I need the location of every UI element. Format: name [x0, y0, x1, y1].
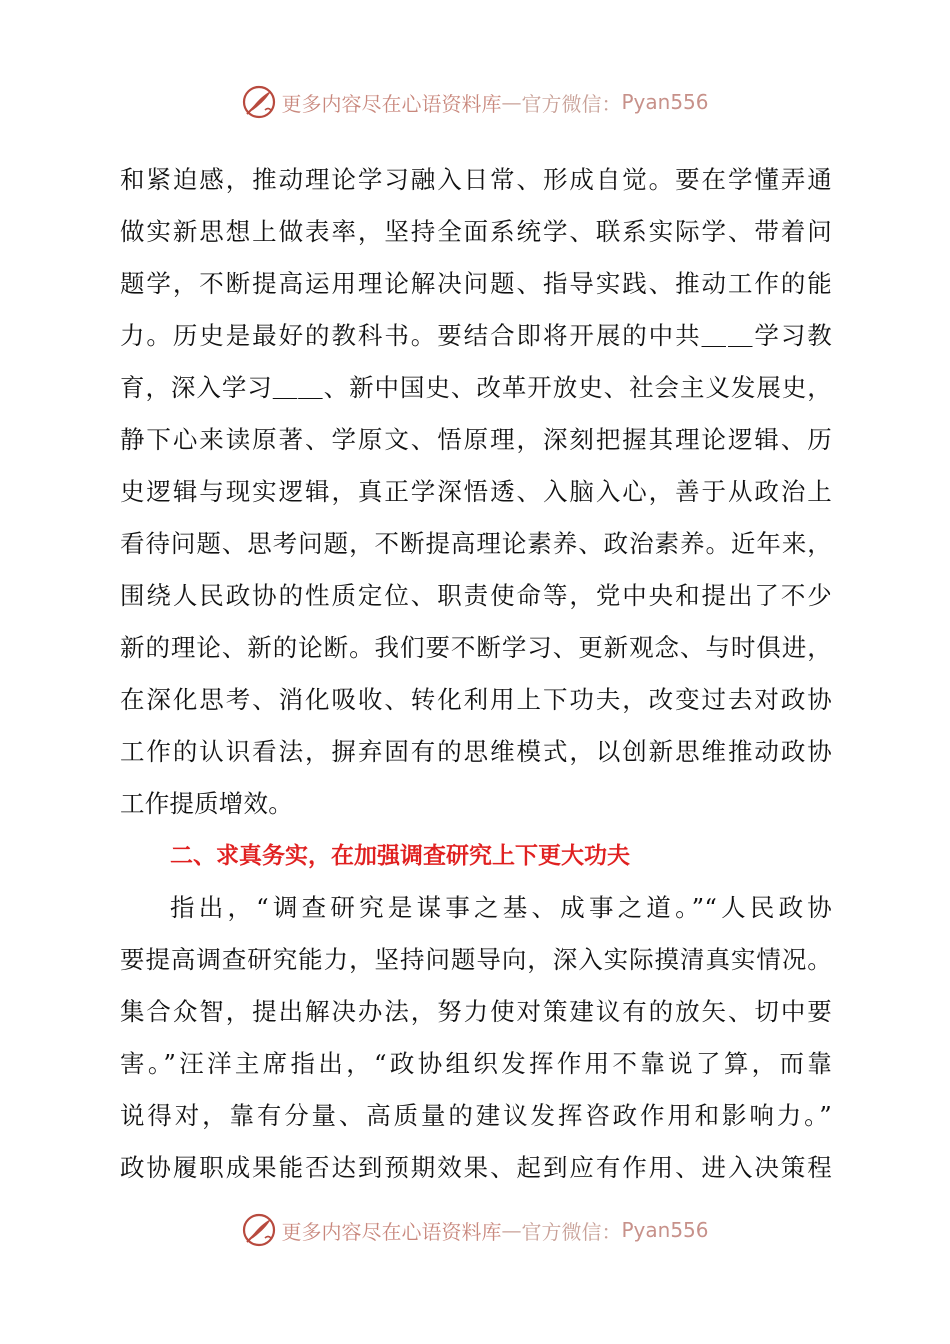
watermark-wechat-id: Pyan556 [621, 1218, 709, 1242]
body-line: 看待问题、思考问题，不断提高理论素养、政治素养。近年来， [120, 529, 832, 558]
watermark-sub-text: 官方微信： [521, 91, 622, 116]
body-line: 育，深入学习＿＿、新中国史、改革开放史、社会主义发展史， [120, 373, 832, 402]
section-line: 要提高调查研究能力，坚持问题导向，深入实际摸清真实情况。 [120, 945, 832, 974]
section-line: 集合众智，提出解决办法，努力使对策建议有的放矢、切中要 [120, 997, 832, 1026]
watermark-wechat-id: Pyan556 [621, 90, 709, 114]
section-line: 政协履职成果能否达到预期效果、起到应有作用、进入决策程 [120, 1153, 832, 1182]
watermark-sub-text: 官方微信： [521, 1219, 622, 1244]
body-line: 力。历史是最好的教科书。要结合即将开展的中共＿＿学习教 [120, 321, 832, 350]
body-line: 做实新思想上做表率，坚持全面系统学、联系实际学、带着问 [120, 217, 832, 246]
body-line: 工作提质增效。 [120, 789, 293, 818]
watermark-main-text: 更多内容尽在心语资料库 [281, 1219, 502, 1244]
body-line: 题学，不断提高运用理论解决问题、指导实践、推动工作的能 [120, 269, 832, 298]
watermark-main-text: 更多内容尽在心语资料库 [281, 91, 502, 116]
footer-watermark [0, 1210, 950, 1250]
body-line: 新的理论、新的论断。我们要不断学习、更新观念、与时俱进， [120, 633, 832, 662]
body-line: 史逻辑与现实逻辑，真正学深悟透、入脑入心，善于从政治上 [120, 477, 832, 506]
section-line: 指出，“调查研究是谋事之基、成事之道。”“人民政协 [170, 893, 832, 922]
body-line: 在深化思考、消化吸收、转化利用上下功夫，改变过去对政协 [120, 685, 832, 714]
document-body [120, 154, 832, 1194]
body-line: 静下心来读原著、学原文、悟原理，深刻把握其理论逻辑、历 [120, 425, 832, 454]
section-line: 说得对，靠有分量、高质量的建议发挥咨政作用和影响力。” [120, 1101, 832, 1130]
watermark-dash: — [501, 90, 522, 114]
section-heading: 二、求真务实，在加强调查研究上下更大功夫 [170, 843, 630, 869]
feather-pen-logo-icon [241, 84, 277, 120]
body-line: 工作的认识看法，摒弃固有的思维模式，以创新思维推动政协 [120, 737, 832, 766]
body-line: 围绕人民政协的性质定位、职责使命等，党中央和提出了不少 [120, 581, 832, 610]
header-watermark [0, 82, 950, 122]
section-line: 害。”汪洋主席指出，“政协组织发挥作用不靠说了算，而靠 [120, 1049, 832, 1078]
watermark-dash: — [501, 1218, 522, 1242]
body-line: 和紧迫感，推动理论学习融入日常、形成自觉。要在学懂弄通 [120, 165, 832, 194]
feather-pen-logo-icon [241, 1212, 277, 1248]
